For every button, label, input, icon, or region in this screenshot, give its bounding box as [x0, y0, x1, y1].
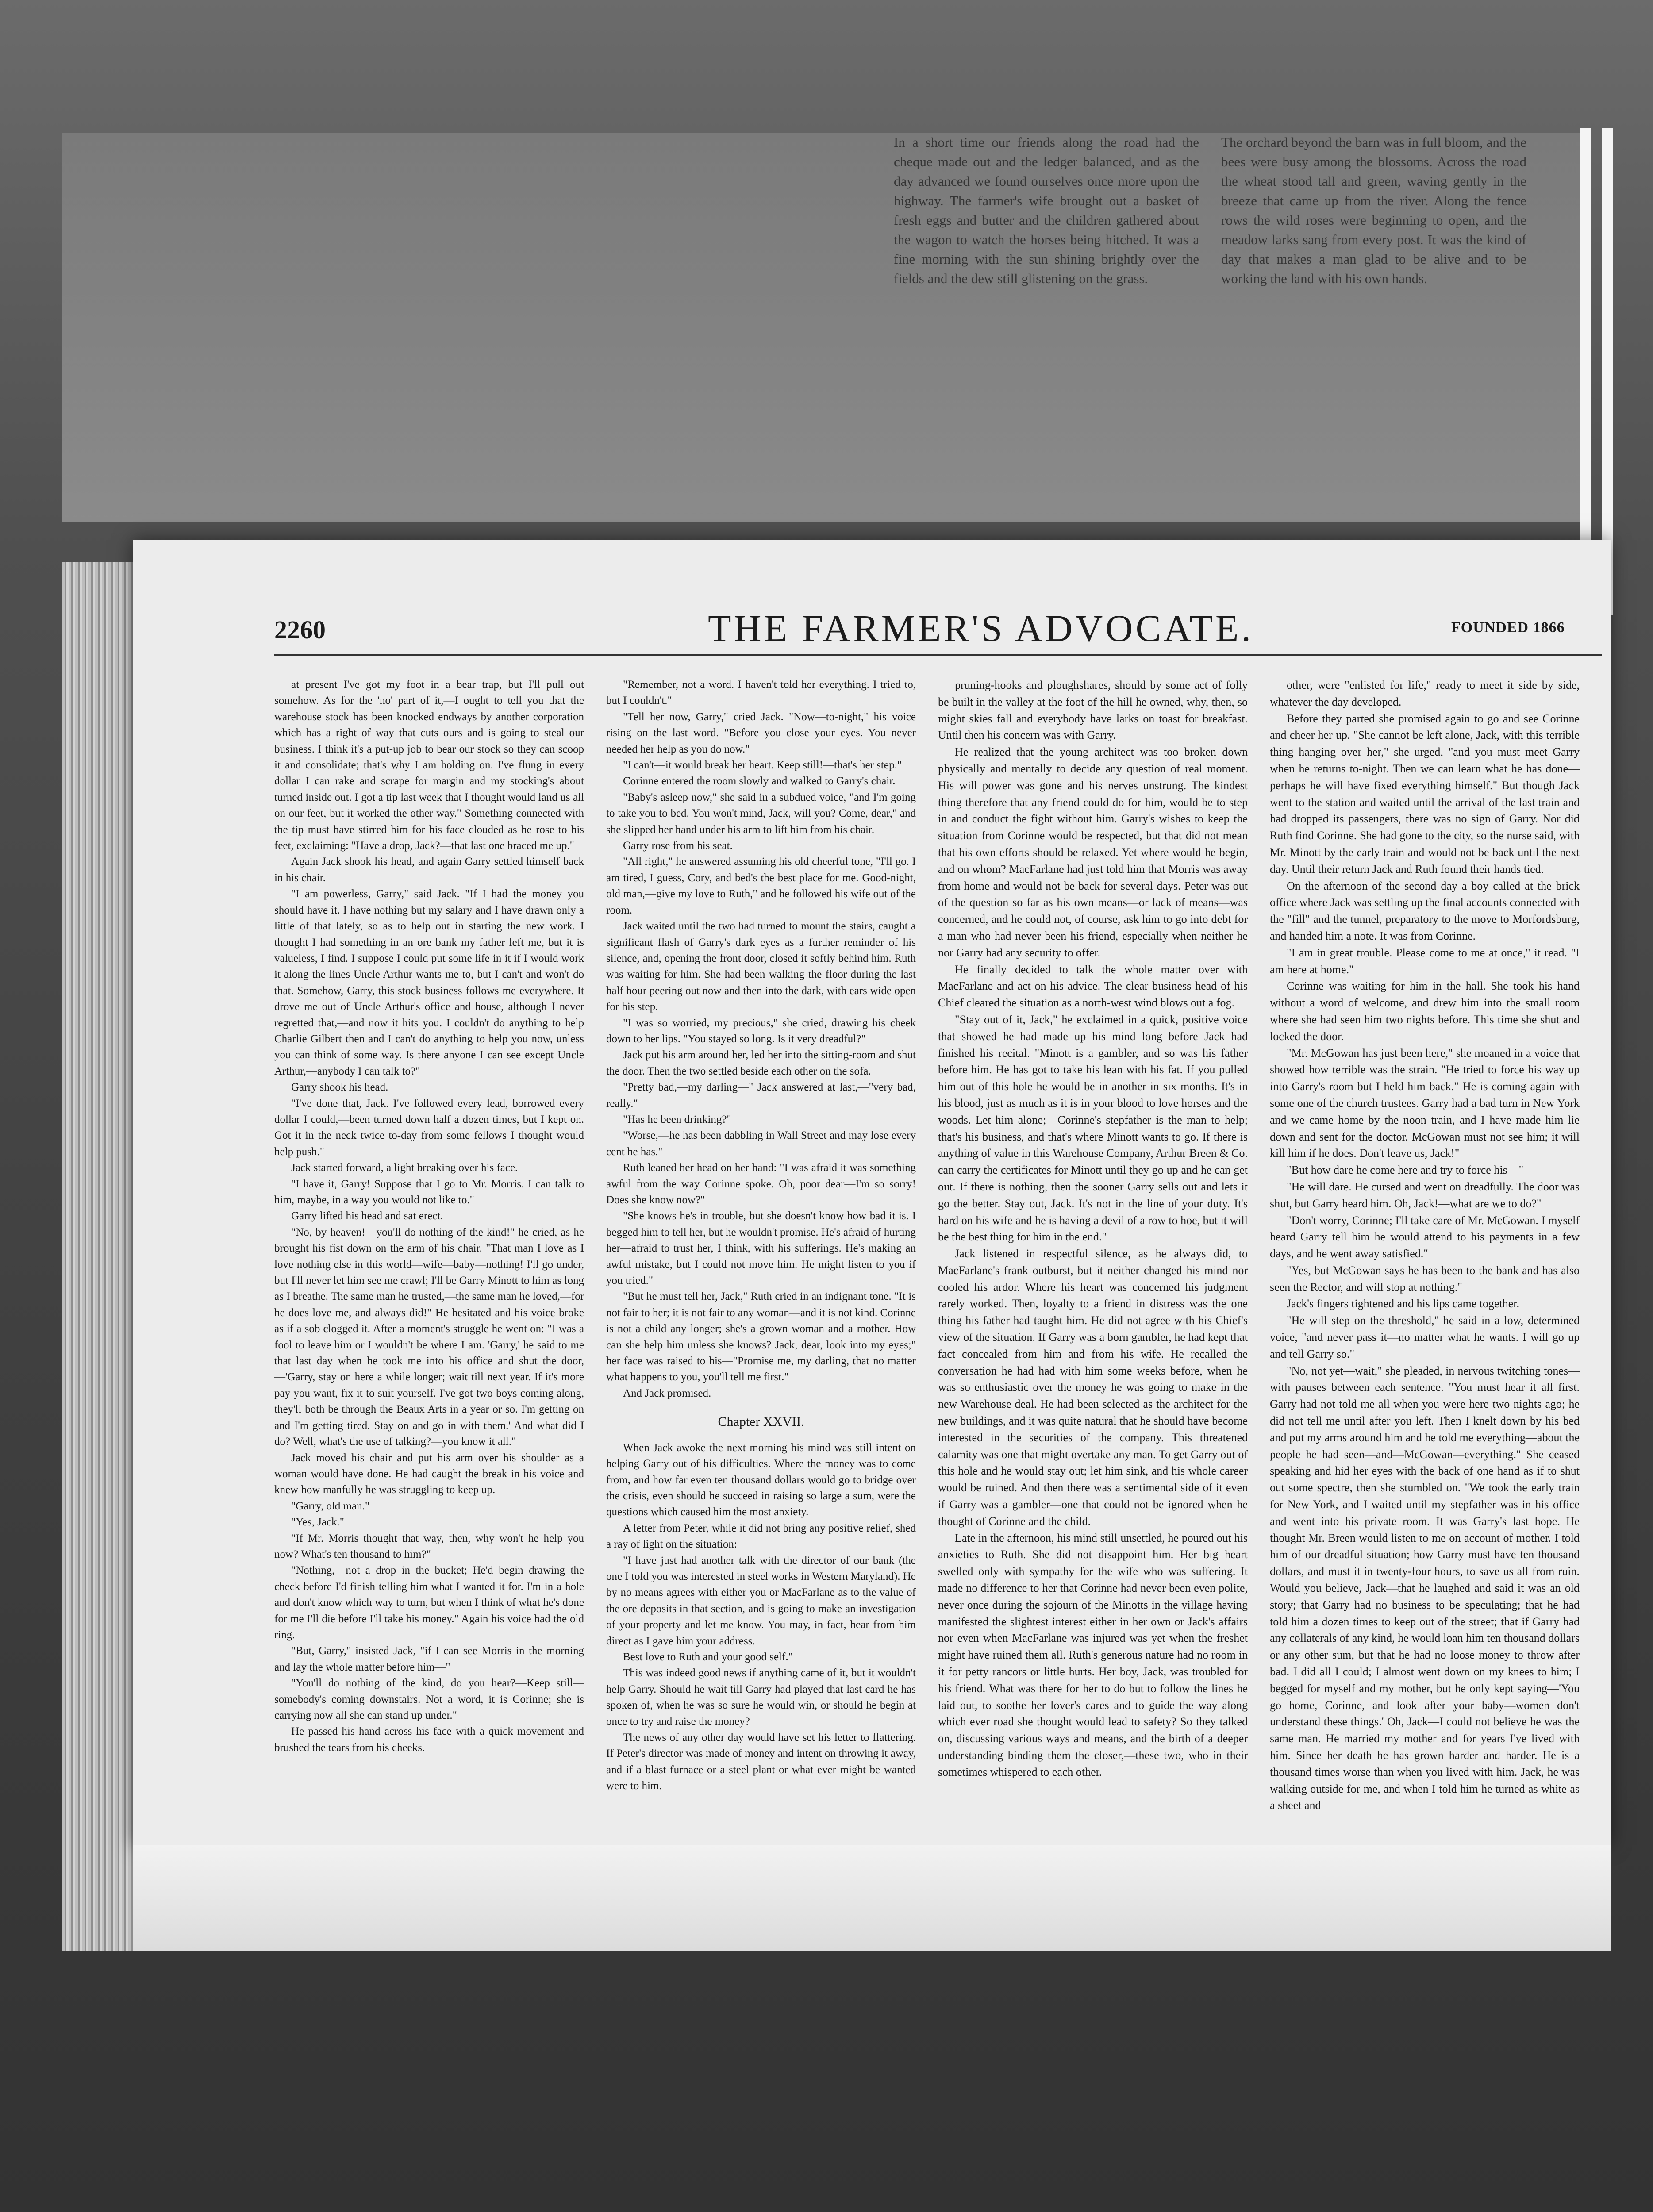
facing-page-column-left: In a short time our friends along the road had the cheque made out and the ledger balanced, and as the day advanced we found ourselves once more upon the highway. The farmer's wife brought out a basket of fresh eggs and butter and the children gathered about the wagon to watch the horses being hitched. It was a fine morning with the sun shining brightly over the fields and the dew still glistening on the grass. — [894, 134, 1199, 286]
book-page-edges — [62, 562, 133, 1951]
paragraph: Best love to Ruth and your good self." — [623, 1651, 793, 1663]
facing-page-bleed-through — [62, 133, 1584, 522]
founded-note: FOUNDED 1866 — [1451, 619, 1565, 636]
paragraph: Garry lifted his head and sat erect. — [291, 1210, 443, 1222]
paragraph: The news of any other day would have set his letter to flattering. If Peter's director was made of money and intent on throwing it away, and if a blast furnace or a steel plant or what ever might be wanted were to him. — [606, 1732, 916, 1792]
paragraph: Jack's fingers tightened and his lips came together. — [1287, 1297, 1519, 1310]
paragraph: "Pretty bad,—my darling—" Jack answered at last,—"very bad, really." — [606, 1081, 916, 1110]
paragraph: "No, by heaven!—you'll do nothing of the kind!" he cried, as he brought his fist down on the arm of his chair. "That man I love as I love nothing else in this world—wife—baby—nothing! I'll go under, but I'll never let him see me crawl; I'll be Garry Minott to him as long as I breathe. The same man he trusted,—the same man he loved,—for he does love me, and always did!" He hesitated and his voice broke as if a sob clogged it. After a moment's struggle he went on: "I was a fool to leave him or I wouldn't be where I am. 'Garry,' he said to me that last day when he took me into his office and shut the door,—'Garry, stay on here a while longer; wait till next year. If it's more pay you want, fix it to suit yourself. I've got two boys coming along, they'll both be through the Beaux Arts in a year or so. I'm getting on and I'm getting tired. Stay on and go in with them.' And what did I do? Well, what's the use of talking?—you know it all." — [274, 1226, 584, 1448]
paragraph: "I have it, Garry! Suppose that I go to Mr. Morris. I can talk to him, maybe, in a way you would not like to." — [274, 1178, 584, 1206]
paragraph: "Mr. McGowan has just been here," she moaned in a voice that showed how terrible was the strain. "He tried to force his way up into Garry's room but I held him back." He is coming again with some one of the church trustees. Garry had a bad turn in New York and we came home by the noon train, and I have made him lie down and sent for the doctor. McGowan must not see him; it will kill him if he does. Don't leave us, Jack!" — [1270, 1046, 1580, 1160]
paragraph: Ruth leaned her head on her hand: "I was afraid it was something awful from the way Corinne spoke. Oh, poor dear—I'm so sorry! Does she know now?" — [606, 1162, 916, 1206]
paragraph: And Jack promised. — [623, 1387, 711, 1399]
text-column-2 — [606, 677, 916, 1794]
paragraph: "All right," he answered assuming his old cheerful tone, "I'll go. I am tired, I guess, Cory, and bed's the best place for me. Good-night, old man,—give my love to Ruth," and he followed his wife out of the room. — [606, 856, 916, 916]
masthead: THE FARMER'S ADVOCATE. — [708, 607, 1253, 649]
paragraph: Late in the afternoon, his mind still unsettled, he poured out his anxieties to Ruth. She did not disappoint him. Her big heart swelled only with sympathy for the wife who was suffering. It made no difference to her that Corinne had never been even polite, never once during the sojourn of the Minotts in the village having manifested the slightest interest either in her own or Jack's affairs nor even when MacFarlane was injured was yet when the freshet might have ruined them all. Ruth's generous nature had no room in it for petty rancors or little hurts. Her boy, Jack, was troubled for his friend. What was there for her to do but to follow the lines he laid out, to soothe her lover's cares and to guide the way along which ever road she thought would lead to safety? So they talked on, discussing various ways and means, and the birth of a deeper understanding binding them the closer,—these two, who in their sometimes whispered to each other. — [938, 1531, 1248, 1778]
paragraph: pruning-hooks and ploughshares, should by some act of folly be built in the valley at the foot of the hill he owned, why, then, so might skies fall and everybody have larks on toast for breakfast. Until then his concern was with Garry. — [938, 679, 1248, 742]
paragraph: "I am in great trouble. Please come to me at once," it read. "I am here at home." — [1270, 946, 1580, 976]
paragraph: "But how dare he come here and try to force his—" — [1287, 1164, 1524, 1177]
paragraph: Corinne was waiting for him in the hall. She took his hand without a word of welcome, and drew him into the small room where she had seen him two nights before. This time she shut and locked the door. — [1270, 979, 1580, 1043]
paragraph: Corinne entered the room slowly and walked to Garry's chair. — [623, 775, 896, 787]
paragraph: at present I've got my foot in a bear trap, but I'll pull out somehow. As for the 'no' part of it,—I ought to tell you that the warehouse stock has been knocked endways by another corporation which has a right of way that cuts ours and is going to steal our business. I think it's a put-up job to bear our stock so they can scoop it and consolidate; that's why I am holding on. I've flung in every dollar I can rake and scrape for margin and my stocking's about turned inside out. I got a tip last week that I thought would land us all on our feet, but it worked the other way." Something connected with the tip must have stirred him for his face clouded as he rose to his feet, exclaiming: "Have a drop, Jack?—that last one braced me up." — [274, 679, 584, 852]
paragraph: "He will step on the threshold," he said in a low, determined voice, "and never pass it—no matter what he wants. I will go up and tell Garry so." — [1270, 1314, 1580, 1360]
paragraph: "Nothing,—not a drop in the bucket; He'd begin drawing the check before I'd finish telling him what I wanted it for. I'm in a hole and don't know which way to turn, but when I think of what he's done for me I'll die before I'll take his money." Again his voice had the old ring. — [274, 1564, 584, 1641]
paragraph: Before they parted she promised again to go and see Corinne and cheer her up. "She cannot be left alone, Jack, with this terrible thing hanging over her," she urged, "and you must meet Garry when he returns to-night. Then we can learn what he has done—perhaps he will have fixed everything himself." But though Jack went to the station and waited until the arrival of the last train and had dropped its passengers, there was no sign of Garry. Nor did Ruth find Corinne. She had gone to the city, so the nurse said, with Mr. Minott by the early train and would not be back until the next day. Until their return Jack and Ruth found their hands tied. — [1270, 712, 1580, 876]
paragraph: "Don't worry, Corinne; I'll take care of Mr. McGowan. I myself heard Garry tell him he would attend to his payments in a few days, and he went away satisfied." — [1270, 1214, 1580, 1260]
paragraph: "Yes, but McGowan says he has been to the bank and has also seen the Rector, and will stop at nothing." — [1270, 1263, 1580, 1294]
paragraph: Jack put his arm around her, led her into the sitting-room and shut the door. Then the two settled beside each other on the sofa. — [606, 1049, 916, 1077]
paragraph: Jack started forward, a light breaking over his face. — [291, 1162, 518, 1174]
page-header — [133, 602, 1611, 650]
text-column-4 — [1270, 677, 1580, 1814]
paragraph: other, were "enlisted for life," ready to meet it side by side, whatever the day developed. — [1270, 679, 1580, 708]
paragraph: "He will dare. He cursed and went on dreadfully. The door was shut, but Garry heard him. Oh, Jack!—what are we to do?" — [1270, 1180, 1580, 1210]
paragraph: Jack waited until the two had turned to mount the stairs, caught a significant flash of Garry's dark eyes as a further reminder of his silence, and, opening the front door, closed it softly behind him. Ruth was waiting for him. She had been walking the floor during the last half hour peering out now and then into the dark, with ears wide open for his step. — [606, 920, 916, 1013]
chapter-heading: Chapter XXVII. — [718, 1414, 804, 1429]
paragraph: "I can't—it would break her heart. Keep still!—that's her step." — [623, 759, 902, 772]
paragraph: "I am powerless, Garry," said Jack. "If I had the money you should have it. I have nothing but my salary and I have drawn only a little of that lately, so as to help out in starting the new work. I thought I had something in an ore bank my father left me, but it is valueless, I find. I suppose I could put some life in it if I would work it along the lines Uncle Arthur wants me to, but I can't and won't do that. Somehow, Garry, this stock business follows me everywhere. It drove me out of Uncle Arthur's office and house, although I never regretted that,—and now it hits you. I couldn't do anything to help Charlie Gilbert then and I can't do anything to help you now, unless you can think of some way. Is there anyone I can see except Uncle Arthur,—anybody I can talk to?" — [274, 888, 584, 1077]
paragraph: "I've done that, Jack. I've followed every lead, borrowed every dollar I could,—been turned down half a dozen times, but I kept on. Got it in the neck twice to-day from some fellows I thought would help push." — [274, 1097, 584, 1158]
paragraph: He realized that the young architect was too broken down physically and mentally to decide any question of real moment. His will power was gone and his nerves unstrung. The kindest thing therefore that any friend could do for him, would be to step in and conduct the fight without him. Garry's wishes to keep the situation from Corinne would be respected, but that did not mean that his own efforts should be relaxed. Yet where would he begin, and on whom? MacFarlane had just told him that Morris was away from home and would not be back for several days. Peter was out of the question so far as his own means—or lack of means—was concerned, and he could not, of course, ask him to go into debt for a man who had never been his friend, especially when neither he nor Garry had any security to offer. — [938, 745, 1248, 959]
paragraph: This was indeed good news if anything came of it, but it wouldn't help Garry. Should he wait till Garry had played that last card he has spoken of, when he was so sure he would win, or should he begin at once to try and raise the money? — [606, 1667, 916, 1728]
newspaper-page — [133, 540, 1611, 1845]
paragraph: "But, Garry," insisted Jack, "if I can see Morris in the morning and lay the whole matter before him—" — [274, 1645, 584, 1673]
paragraph: "Tell her now, Garry," cried Jack. "Now—to-night," his voice rising on the last word. "Before you close your eyes. You never needed her help as you do now." — [606, 710, 916, 755]
paragraph: Jack moved his chair and put his arm over his shoulder as a woman would have done. He had caught the break in his voice and knew how manfully he was struggling to keep up. — [274, 1452, 584, 1496]
paragraph: Garry rose from his seat. — [623, 840, 733, 852]
paragraph: Again Jack shook his head, and again Garry settled himself back in his chair. — [274, 856, 584, 884]
paragraph: A letter from Peter, while it did not bring any positive relief, shed a ray of light on the situation: — [606, 1522, 916, 1551]
paragraph: Garry shook his head. — [291, 1081, 388, 1094]
page-lower-edge — [133, 1845, 1611, 1951]
paragraph: "Worse,—he has been dabbling in Wall Street and may lose every cent he has." — [606, 1129, 916, 1158]
paragraph: "Remember, not a word. I haven't told her everything. I tried to, but I couldn't." — [606, 679, 916, 707]
header-rule — [274, 654, 1602, 656]
paragraph: "No, not yet—wait," she pleaded, in nervous twitching tones—with pauses between each sentence. "You must hear it all first. Garry had not told me all when you were here two nights ago; he did not tell me until after you left. Then I knelt down by his bed and put my arms around him and he told me everything—about the people he had seen—and—McGowan—everything." She ceased speaking and hid her eyes with the back of one hand as if to shut out some spectre, then she stumbled on. "We took the early train for New York, and I waited until my stepfather was in his office and went into his private room. It was Garry's last hope. He thought Mr. Breen would listen to me on account of mother. I told him of our dreadful situation; how Garry must have ten thousand dollars, and must it in twenty-four hours, to save us all from ruin. Would you believe, Jack—that he laughed and said it was an old story; that Garry had no business to be speculating; that he had told him a dozen times to keep out of the street; that if Garry had any collaterals of any kind, he would loan him ten thousand dollars or any other sum, but that he had no loose money to throw after bad. I did all I could; I almost went down on my knees to him; I begged for myself and my mother, but he only kept saying—'You go home, Corinne, and look after your baby—women don't understand these things.' Oh, Jack—I could not believe he was the same man. He married my mother and for years I've lived with him. Since her death he has grown harder and harder. He is a thousand times worse than when you lived with him. Jack, he was walking outside for me, and when I told him he turned as white as a sheet and — [1270, 1364, 1580, 1812]
paragraph: He finally decided to talk the whole matter over with MacFarlane and act on his advice. The clear business head of his Chief cleared the situation as a north-west wind blows out a fog. — [938, 963, 1248, 1010]
paragraph: "Baby's asleep now," she said in a subdued voice, "and I'm going to take you to bed. You won't mind, Jack, will you? Come, dear," and she slipped her hand under his arm to lift him from his chair. — [606, 791, 916, 836]
paragraph: "Stay out of it, Jack," he exclaimed in a quick, positive voice that showed he had made up his mind long before Jack had finished his recital. "Minott is a gambler, and so was his father before him. He has got to take his lean with his fat. If you pulled him out of this hole he would be in another in six months. It's in his blood, just as much as it is in your blood to love horses and the woods. Let him alone;—Corinne's stepfather is the man to help; that's his business, and that's where Minott wants to go. If there is anything of value in this Warehouse Company, Arthur Breen & Co. can carry the certificates for Minott until they go up and he can get out. If there is nothing, then the sooner Garry sells out and lets it go the better. Stay out, Jack. It's not in the line of your duty. It's hard on his wife and he is having a devil of a row to hoe, but it will be the best thing for him in the end." — [938, 1013, 1248, 1244]
text-column-1 — [274, 677, 584, 1756]
paragraph: Jack listened in respectful silence, as he always did, to MacFarlane's frank outburst, but it neither changed his mind nor cooled his ardor. Where his heart was concerned his judgment rarely worked. Then, loyalty to a friend in distress was the one thing his father had taught him. He did not agree with his Chief's view of the situation. If Garry was a born gambler, he had kept that fact concealed from him and from his wife. He recalled the conversation he had had with him some weeks before, when he was so enthusiastic over the money he was going to make in the new Warehouse deal. He had been selected as the architect for the new buildings, and it was quite natural that he should have become interested in the securities of the company. This threatened calamity was one that might overtake any man. To get Garry out of this hole and he would stay out; let him sink, and his whole career would be ruined. And then there was a sentimental side of it even if Garry was a gambler—one that could not be ignored when he thought of Corinne and the child. — [938, 1247, 1248, 1528]
paragraph: "I have just had another talk with the director of our bank (the one I told you was interested in steel works in Western Maryland). He by no means agrees with either you or MacFarlane as to the value of the ore deposits in that section, and is going to make an investigation of your property and let me know. You may, in fact, hear from him direct as I gave him your address. — [606, 1554, 916, 1647]
paragraph: "Yes, Jack." — [291, 1516, 344, 1528]
paragraph: When Jack awoke the next morning his mind was still intent on helping Garry out of his difficulties. Where the money was to come from, and how far even ten thousand dollars would go to bridge over the crisis, even should he succeed in raising so large a sum, were the questions which caused him the most anxiety. — [606, 1441, 916, 1518]
paragraph: He passed his hand across his face with a quick movement and brushed the tears from his cheeks. — [274, 1725, 584, 1754]
facing-page-column-right: The orchard beyond the barn was in full bloom, and the bees were busy among the blossoms. Across the road the wheat stood tall and green, waving gently in the breeze that came up from the river. Along the fence rows the wild roses were beginning to open, and the meadow larks sang from every post. It was the kind of day that makes a man glad to be alive and to be working the land with his own hands. — [1221, 134, 1526, 286]
paragraph: "Has he been drinking?" — [623, 1113, 731, 1125]
text-column-3 — [938, 677, 1248, 1781]
paragraph: "But he must tell her, Jack," Ruth cried in an indignant tone. "It is not fair to her; it is not fair to any woman—and it is not kind. Corinne is not a child any longer; she's a grown woman and a mother. How can she help him unless she knows? Jack, dear, look into my eyes;" her face was raised to his—"Promise me, my darling, that no matter what happens to you, you'll tell me first." — [606, 1290, 916, 1383]
page-number: 2260 — [274, 615, 326, 644]
paragraph: "She knows he's in trouble, but she doesn't know how bad it is. I begged him to tell her, but he wouldn't promise. He's afraid of hurting her—afraid to trust her, I think, with his sufferings. He's making an awful mistake, but I could not move him. He might listen to you if you tried." — [606, 1210, 916, 1287]
paragraph: "Garry, old man." — [291, 1500, 370, 1512]
paragraph: "If Mr. Morris thought that way, then, why won't he help you now? What's ten thousand to him?" — [274, 1532, 584, 1560]
paragraph: "You'll do nothing of the kind, do you hear?—Keep still—somebody's coming downstairs. Not a word, it is Corinne; she is carrying now all she can stand up under." — [274, 1677, 584, 1721]
paragraph: "I was so worried, my precious," she cried, drawing his cheek down to her lips. "You stayed so long. Is it very dreadful?" — [606, 1017, 916, 1045]
paragraph: On the afternoon of the second day a boy called at the brick office where Jack was settling up the final accounts connected with the "fill" and the tunnel, preparatory to the move to Morfordsburg, and handed him a note. It was from Corinne. — [1270, 879, 1580, 942]
